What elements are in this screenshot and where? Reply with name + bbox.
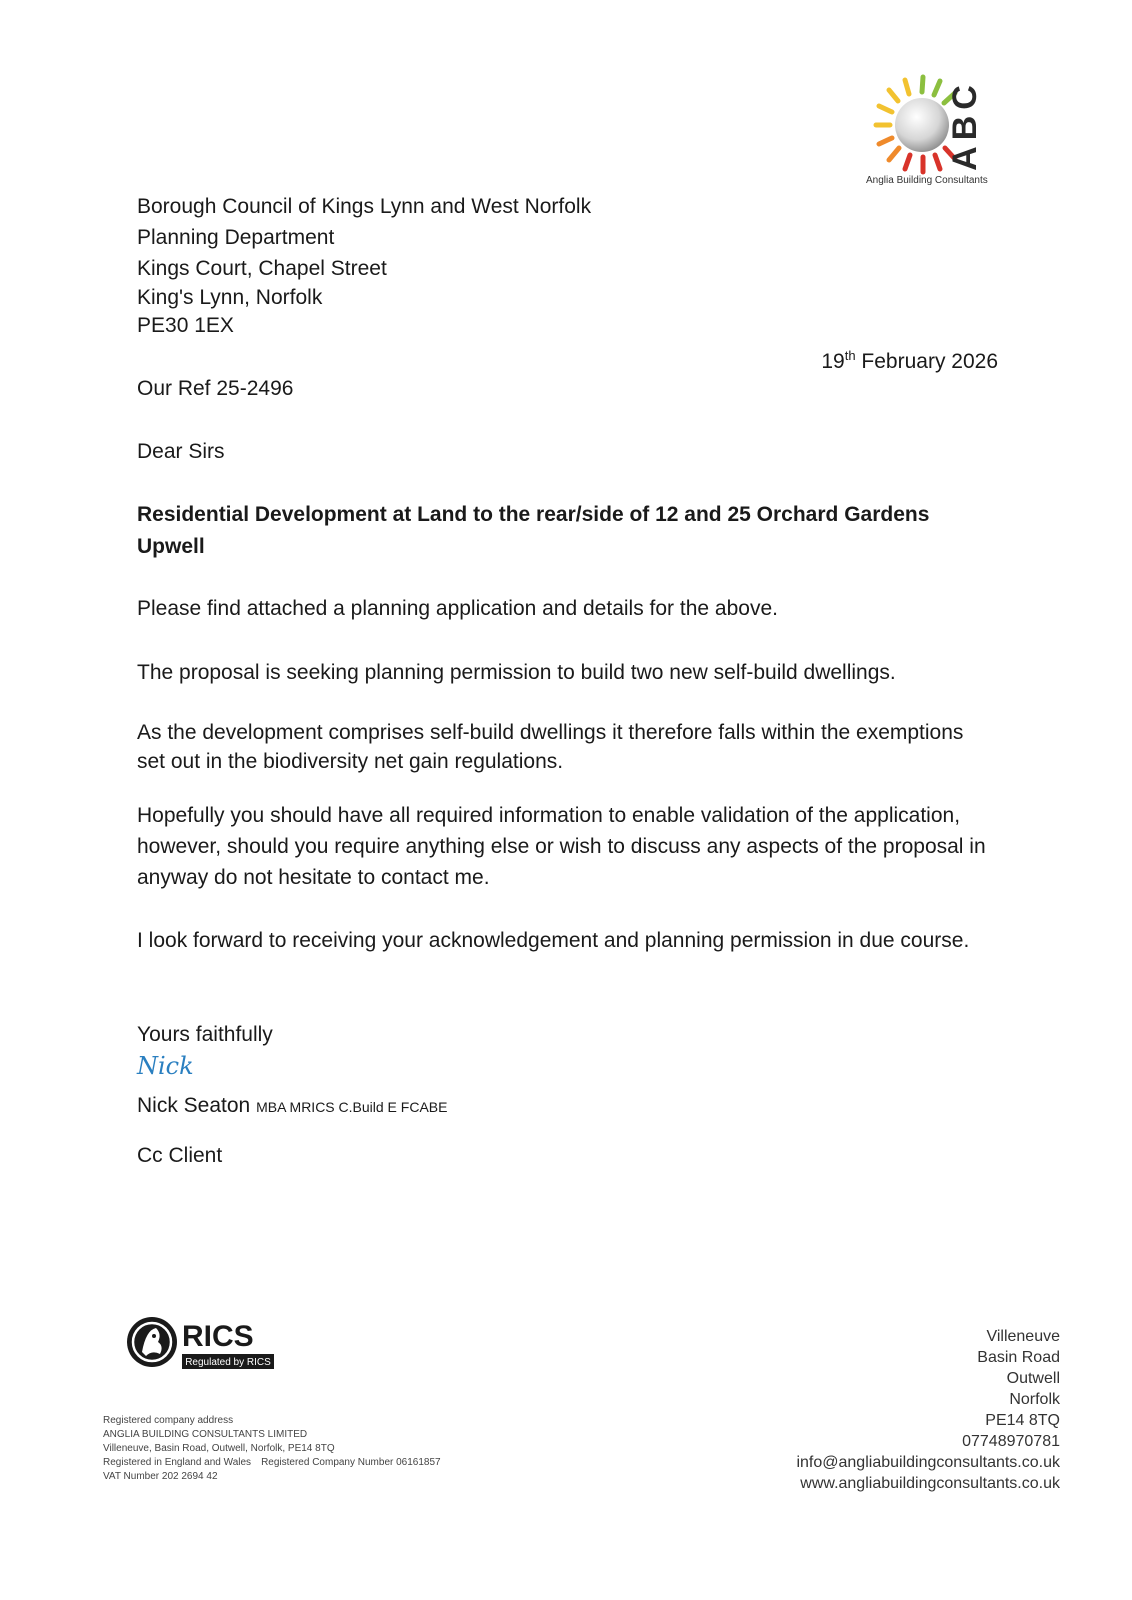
rics-badge-text: Regulated by RICS — [185, 1357, 271, 1368]
registration-line — [103, 1456, 441, 1470]
date-day: 19 — [821, 350, 845, 373]
contact-website[interactable]: www.angliabuildingconsultants.co.uk — [800, 1475, 1060, 1492]
recipient-address — [137, 191, 591, 340]
registration-line: VAT Number 202 2694 42 — [103, 1471, 218, 1482]
registration-info — [103, 1414, 441, 1484]
recipient-line: Planning Department — [137, 226, 335, 249]
abc-logo — [868, 70, 998, 190]
recipient-line: King's Lynn, Norfolk — [137, 286, 323, 309]
body-paragraph: The proposal is seeking planning permission to build two new self-build dwellings. — [137, 661, 896, 684]
greeting: Dear Sirs — [137, 440, 225, 463]
signatory-qualifications: MBA MRICS C.Build E FCABE — [256, 1099, 448, 1115]
recipient-line: Kings Court, Chapel Street — [137, 257, 387, 280]
contact-line: Basin Road — [977, 1349, 1060, 1366]
recipient-line: PE30 1EX — [137, 314, 234, 337]
registration-line: Registered company address — [103, 1415, 234, 1426]
registration-country: Registered in England and Wales — [103, 1457, 252, 1468]
contact-line: Norfolk — [1009, 1391, 1060, 1408]
subject-line: Residential Development at Land to the rear/side of 12 and 25 Orchard Gardens — [137, 503, 930, 526]
cc-line: Cc Client — [137, 1144, 223, 1167]
body-paragraph: Please find attached a planning application and details for the above. — [137, 597, 778, 620]
signatory-name: Nick Seaton — [137, 1094, 251, 1117]
date-suffix: th — [844, 348, 856, 363]
registration-line: ANGLIA BUILDING CONSULTANTS LIMITED — [103, 1429, 308, 1440]
rics-logo — [124, 1312, 284, 1376]
sun-sphere — [895, 98, 949, 152]
subject-line: Upwell — [137, 535, 205, 558]
contact-line: Villeneuve — [986, 1328, 1060, 1345]
recipient-line: Borough Council of Kings Lynn and West Norfolk — [137, 195, 592, 218]
contact-line: Outwell — [1006, 1370, 1060, 1387]
contact-line: PE14 8TQ — [985, 1412, 1060, 1429]
contact-email[interactable]: info@angliabuildingconsultants.co.uk — [796, 1454, 1060, 1471]
signature: Nick — [137, 1052, 194, 1080]
date-rest: February 2026 — [855, 350, 998, 373]
body-paragraph: Hopefully you should have all required information to enable validation of the application, however, should you require anything else or wish to discuss any aspects of the proposal in anyway do not hesitate to contact me. — [137, 804, 986, 889]
signatory — [137, 1090, 447, 1123]
rics-wordmark: RICS — [182, 1320, 254, 1353]
body-paragraph: I look forward to receiving your acknowledgement and planning permission in due course. — [137, 929, 970, 952]
closing: Yours faithfully — [137, 1023, 273, 1046]
abc-letters: ABC — [946, 79, 984, 171]
logo-caption: Anglia Building Consultants — [866, 175, 988, 186]
contact-phone: 07748970781 — [962, 1433, 1060, 1450]
subject-heading — [137, 499, 929, 563]
body-paragraph: As the development comprises self-build dwellings it therefore falls within the exemptions set out in the biodiversity net gain regulations. — [137, 721, 964, 773]
our-reference: Our Ref 25-2496 — [137, 377, 294, 400]
registration-number: Registered Company Number 06161857 — [261, 1457, 441, 1468]
contact-block — [796, 1326, 1060, 1494]
letter-date — [821, 340, 998, 377]
registration-line: Villeneuve, Basin Road, Outwell, Norfolk, PE14 8TQ — [103, 1443, 335, 1454]
